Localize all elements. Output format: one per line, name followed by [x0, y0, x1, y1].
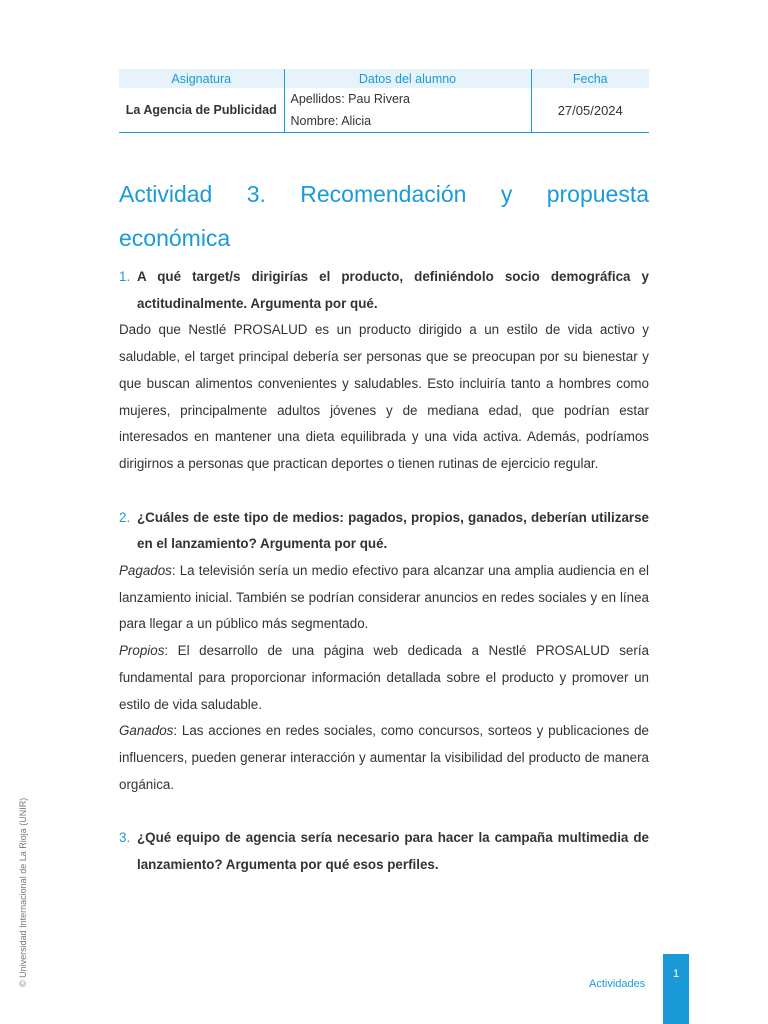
question-3: [119, 825, 649, 878]
page-number: 1: [663, 954, 689, 1024]
page-title: Actividad 3. Recomendación y propuesta económica: [119, 181, 649, 251]
answer-2-own: [119, 638, 649, 718]
question-number: 1.: [119, 269, 131, 284]
header-col-date: Fecha: [531, 69, 649, 88]
question-text: ¿Qué equipo de agencia sería necesario para hacer la campaña multimedia de lanzamiento? Argumenta por qué esos perfiles.: [137, 830, 649, 873]
answer-2-earned: [119, 718, 649, 798]
own-label: Propios: [119, 643, 165, 659]
student-data: [284, 88, 531, 133]
student-name: Nombre: Alicia: [290, 114, 372, 128]
header-col-subject: Asignatura: [119, 69, 284, 88]
question-1: [119, 264, 649, 317]
own-text: : El desarrollo de una página web dedicada a Nestlé PROSALUD sería fundamental para proporcionar información detallada sobre el producto y promover un estilo de vida saludable.: [119, 643, 649, 712]
question-text: ¿Cuáles de este tipo de medios: pagados, propios, ganados, deberían utilizarse en el lanzamiento? Argumenta por qué.: [137, 509, 649, 552]
question-2: [119, 505, 649, 558]
header-col-student: Datos del alumno: [284, 69, 531, 88]
header-table: [119, 69, 649, 133]
paid-text: : La televisión sería un medio efectivo para alcanzar una amplia audiencia en el lanzamiento inicial. También se podrían considerar anuncios en redes sociales y en línea para llegar a un público más segmentado.: [119, 563, 649, 632]
earned-text: : Las acciones en redes sociales, como concursos, sorteos y publicaciones de influencers, pueden generar interacción y aumentar la visibilidad del producto de manera orgánica.: [119, 723, 649, 792]
student-surname: Apellidos: Pau Rivera: [290, 92, 411, 106]
answer-1: Dado que Nestlé PROSALUD es un producto dirigido a un estilo de vida activo y saludable, el target principal debería ser personas que se preocupan por su bienestar y que buscan alimentos convenientes y saludables. Esto incluiría tanto a hombres como mujeres, principalmente adultos jóvenes y de mediana edad, que podrían estar interesados en mantener una dieta equilibrada y una vida activa. Además, podríamos dirigirnos a personas que practican deportes o tienen rutinas de ejercicio regular.: [119, 322, 649, 471]
footer-label: Actividades: [589, 978, 646, 990]
question-text: A qué target/s dirigirías el producto, definiéndolo socio demográfica y actitudinalmente. Argumenta por qué.: [137, 269, 649, 311]
subject-value: La Agencia de Publicidad: [119, 88, 284, 133]
earned-label: Ganados: [119, 723, 174, 739]
date-value: 27/05/2024: [531, 88, 649, 133]
copyright-text: © Universidad Internacional de La Rioja (UNIR): [18, 797, 28, 987]
question-number: 3.: [119, 830, 131, 846]
question-number: 2.: [119, 509, 131, 525]
answer-2-paid: [119, 558, 649, 638]
content: [119, 264, 649, 879]
paid-label: Pagados: [119, 563, 172, 579]
